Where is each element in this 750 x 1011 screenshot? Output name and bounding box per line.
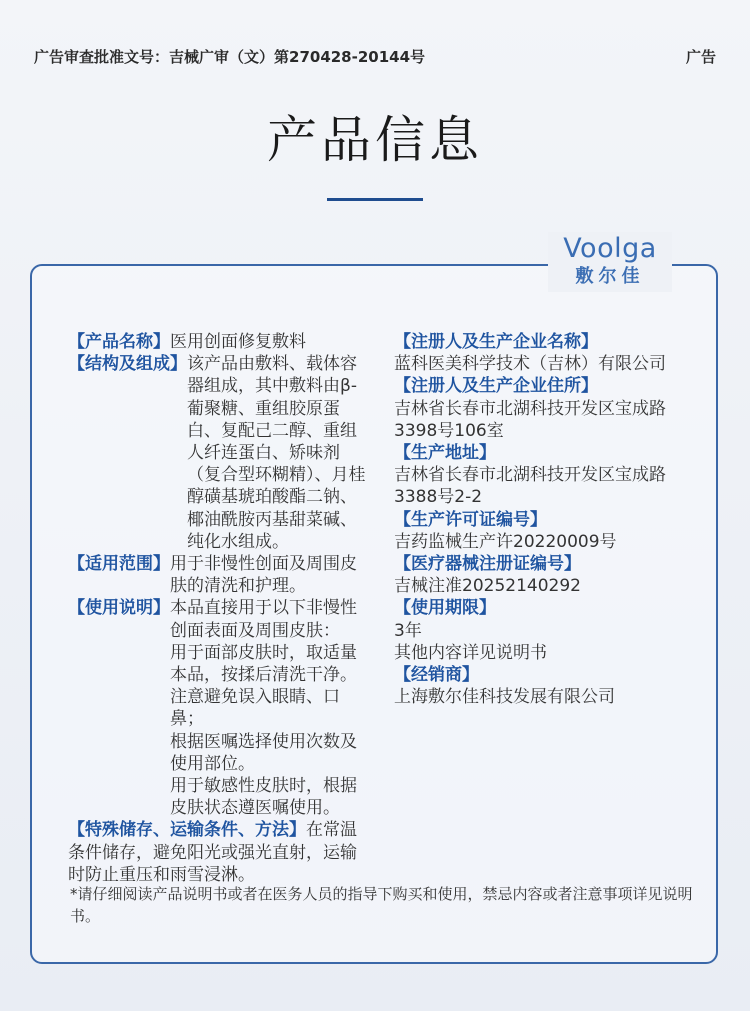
field-label: 【医疗器械注册证编号】 bbox=[394, 554, 581, 575]
field-label: 【产品名称】 bbox=[68, 332, 170, 352]
ad-approval-number: 广告审查批准文号：吉械广审（文）第270428-20144号 bbox=[34, 48, 426, 66]
field-value: 吉械注准20252140292 bbox=[394, 576, 581, 597]
field-value: 该产品由敷料、载体容器组成，其中敷料由β-葡聚糖、重组胶原蛋白、复配己二醇、重组人纤连蛋白、矫味剂（复合型环糊精）、月桂醇磺基琥珀酸酯二钠、椰油酰胺丙基甜菜碱、纯化水组成。 bbox=[187, 354, 366, 552]
field-value: 医用创面修复敷料 bbox=[170, 332, 306, 352]
usage-paragraph: 用于敏感性皮肤时，根据皮肤状态遵医嘱使用。 bbox=[170, 776, 357, 819]
field-storage bbox=[68, 819, 368, 886]
field-label: 【结构及组成】 bbox=[68, 354, 187, 375]
top-bar bbox=[34, 46, 716, 70]
field-value: 在常温条件储存，避免阳光或强光直射，运输时防止重压和雨雪浸淋。 bbox=[68, 820, 357, 885]
field-scope bbox=[68, 553, 368, 597]
ad-tag: 广告 bbox=[685, 48, 716, 66]
field-value: 吉药监械生产许20220009号 bbox=[394, 531, 617, 552]
field-value: 吉林省长春市北湖科技开发区宝成路3398号106室 bbox=[394, 398, 666, 441]
field-value: 上海敷尔佳科技发展有限公司 bbox=[394, 687, 615, 708]
field-value: 吉林省长春市北湖科技开发区宝成路3388号2-2 bbox=[394, 465, 666, 508]
field-label: 【生产许可证编号】 bbox=[394, 509, 547, 530]
right-column bbox=[394, 331, 694, 708]
field-value: 3年 bbox=[394, 620, 422, 641]
usage-paragraph: 本品直接用于以下非慢性创面表面及周围皮肤： bbox=[170, 598, 357, 641]
footer-note: *请仔细阅读产品说明书或者在医务人员的指导下购买和使用，禁忌内容或者注意事项详见说明书。 bbox=[70, 885, 693, 925]
field-usage bbox=[68, 597, 368, 819]
field-label: 【经销商】 bbox=[394, 665, 479, 686]
field-value: 蓝科医美科学技术（吉林）有限公司 bbox=[394, 354, 666, 375]
field-label: 【注册人及生产企业住所】 bbox=[394, 376, 598, 397]
field-label: 【使用期限】 bbox=[394, 598, 496, 619]
brand-logo-en: Voolga bbox=[563, 233, 657, 264]
brand-logo-cn: 敷尔佳 bbox=[575, 266, 645, 287]
field-note: 其他内容详见说明书 bbox=[394, 642, 547, 663]
field-label: 【注册人及生产企业名称】 bbox=[394, 332, 598, 352]
field-label: 【使用说明】 bbox=[68, 598, 170, 619]
usage-paragraph: 根据医嘱选择使用次数及使用部位。 bbox=[170, 731, 357, 774]
field-label: 【适用范围】 bbox=[68, 554, 170, 575]
field-composition bbox=[68, 353, 368, 553]
field-label: 【特殊储存、运输条件、方法】 bbox=[68, 820, 306, 841]
field-product-name bbox=[68, 331, 368, 353]
usage-paragraph: 用于面部皮肤时，取适量本品，按揉后清洗干净。注意避免误入眼睛、口鼻； bbox=[170, 642, 357, 730]
field-label: 【生产地址】 bbox=[394, 443, 496, 464]
field-value: 用于非慢性创面及周围皮肤的清洗和护理。 bbox=[170, 554, 357, 597]
field-value bbox=[170, 597, 368, 819]
page-title: 产品信息 bbox=[267, 111, 483, 169]
left-column bbox=[68, 331, 368, 886]
brand-logo bbox=[548, 232, 672, 292]
title-underline bbox=[327, 198, 423, 201]
